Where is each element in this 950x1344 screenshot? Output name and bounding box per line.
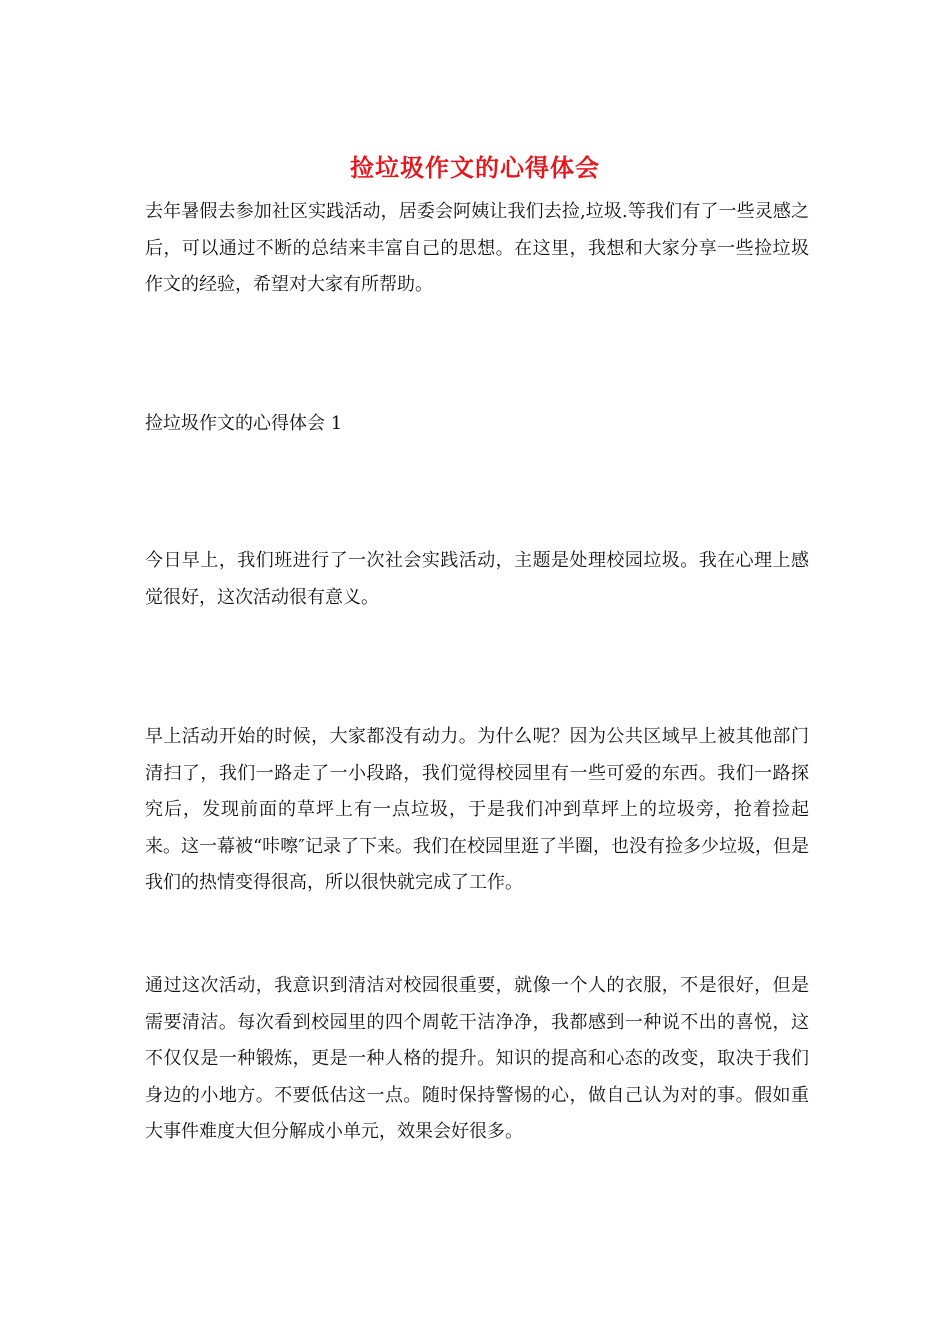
section-heading: 捡垃圾作文的心得体会 1 <box>145 413 343 434</box>
body-paragraph-2: 早上活动开始的时候，大家都没有动力。为什么呢？因为公共区域早上被其他部门清扫了，我们一路走了一小段路，我们觉得校园里有一些可爱的东西。我们一路探究后，发现前面的草坪上有一点垃圾，于是我们冲到草坪上的垃圾旁，抢着捡起来。这一幕被“咔嚓″记录了下来。我们在校园里逛了半圈，也没有捡多少垃圾，但是我们的热情变得很高，所以很快就完成了工作。 <box>145 726 809 893</box>
document-title: 捡垃圾作文的心得体会 <box>350 153 600 182</box>
intro-paragraph: 去年暑假去参加社区实践活动，居委会阿姨让我们去捡,垃圾.等我们有了一些灵感之后，可以通过不断的总结来丰富自己的思想。在这里，我想和大家分享一些捡垃圾作文的经验，希望对大家有所帮助。 <box>145 201 809 295</box>
body-paragraph-1: 今日早上，我们班进行了一次社会实践活动，主题是处理校园垃圾。我在心理上感觉很好，这次活动很有意义。 <box>145 550 809 608</box>
body-paragraph-3: 通过这次活动，我意识到清洁对校园很重要，就像一个人的衣服，不是很好，但是需要清洁。每次看到校园里的四个周乾干洁净净，我都感到一种说不出的喜悦，这不仅仅是一种锻炼，更是一种人格的提升。知识的提高和心态的改变，取决于我们身边的小地方。不要低估这一点。随时保持警惕的心，做自己认为对的事。假如重大事件难度大但分解成小单元，效果会好很多。 <box>145 975 809 1142</box>
